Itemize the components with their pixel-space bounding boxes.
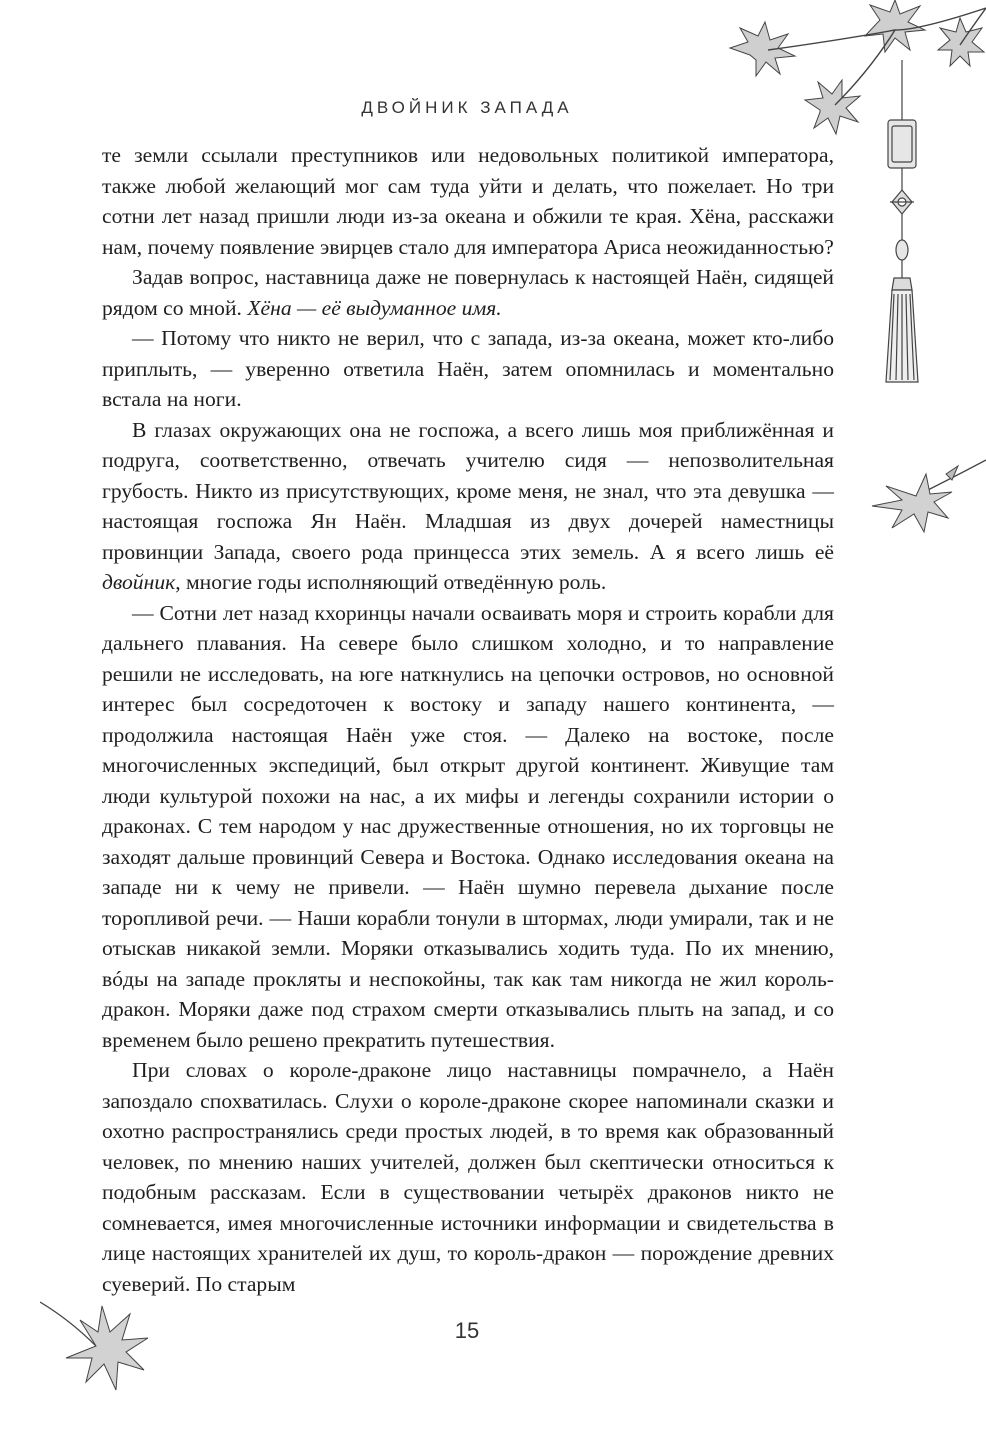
paragraph-4-italic: двойник	[102, 570, 176, 594]
paragraph-6-text: При словах о короле-драконе лицо наставницы помрачнело, а Наён запоздало спохватилась. Слухи о короле-драконе скорее напоминали сказки и охотно распространялись среди простых людей, в то время как образованный человек, по мнению наших учителей, должен был скептически относиться к подобным рассказам. Если в существовании четырёх драконов никто не сомневается, имея многочисленные источники информации и свидетельства в лице настоящих хранителей их душ, то король-дракон — порождение древних суеверий. По старым	[102, 1058, 834, 1296]
paragraph-2	[102, 262, 834, 323]
maple-leaf-bottom-left-icon	[40, 1300, 160, 1400]
paragraph-1-text: те земли ссылали преступников или недовольных политикой императора, также любой желающий мог сам туда уйти и делать, что пожелает. Но три сотни лет назад пришли люди из-за океана и обжили те края. Хёна, расскажи нам, почему появление эвирцев стало для императора Ариса неожиданностью?	[102, 143, 834, 259]
paragraph-3	[102, 323, 834, 415]
paragraph-2-italic: Хёна — её выдуманное имя.	[247, 295, 502, 320]
page-number: 15	[454, 1318, 480, 1343]
paragraph-1	[102, 140, 834, 262]
running-title: ДВОЙНИК ЗАПАДА	[361, 98, 573, 117]
paragraph-4-text: В глазах окружающих она не госпожа, а всего лишь моя приближённая и подруга, соответственно, отвечать учителю сидя — непозволительная грубость. Никто из присутствующих, кроме меня, не знал, что эта девушка — настоящая госпожа Ян Наён. Младшая из двух дочерей наместницы провинции Запада, своего рода принцесса этих земель. А я всего лишь её	[102, 417, 834, 564]
page-body	[102, 140, 834, 1299]
paragraph-5-text: — Сотни лет назад кхоринцы начали осваивать моря и строить корабли для дальнего плавания. На севере было слишком холодно, и то направление решили не исследовать, на юге наткнулись на цепочки островов, но основной интерес был сосредоточен к востоку и западу нашего континента, — продолжила настоящая Наён уже стоя. — Далеко на востоке, после многочисленных экспедиций, был открыт другой континент. Живущие там люди культурой похожи на нас, а их мифы и легенды сохранили истории о драконах. С тем народом у нас дружественные отношения, но их торговцы не заходят дальше провинций Севера и Востока. Однако исследования океана на западе ни к чему не привели. — Наён шумно перевела дыхание после торопливой речи. — Наши корабли тонули в штормах, люди умирали, так и не отыскав никакой земли. Моряки отказывались ходить туда. По их мнению, вóды на западе прокляты и неспокойны, так как там никогда не жил король-дракон. Моряки даже под страхом смерти отказывались плыть на запад, и со временем было решено прекратить путешествия.	[102, 600, 834, 1052]
paragraph-4-tail: , многие годы исполняющий отведённую роль.	[175, 570, 607, 594]
paragraph-2-text: Задав вопрос, наставница даже не повернулась к настоящей Наён, сидящей рядом со мной.	[102, 265, 834, 320]
paragraph-3-text: — Потому что никто не верил, что с запада, из-за океана, может кто-либо приплыть, — уверенно ответила Наён, затем опомнилась и моментально встала на ноги.	[102, 326, 834, 411]
paragraph-5	[102, 598, 834, 1056]
paragraph-4	[102, 415, 834, 598]
maple-leaf-right-icon	[866, 456, 986, 536]
paragraph-6	[102, 1055, 834, 1299]
